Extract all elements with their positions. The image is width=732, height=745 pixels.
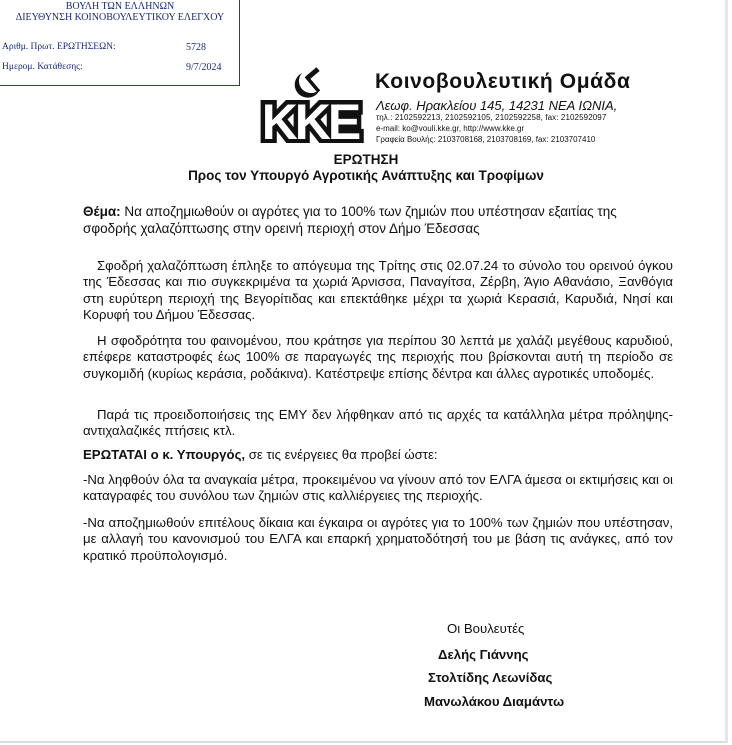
paragraph-1 [83,258,673,323]
request-1: -Να ληφθούν όλα τα αναγκαία μέτρα, προκειμένου να γίνουν από τον ΕΛΓΑ άμεσα οι εκτιμήσεις και οι καταγραφές του συνόλου των ζημιών στις καλλιέργειες της περιοχής. [83,472,673,504]
paragraph-2 [83,333,673,382]
signature-name: Μανωλάκου Διαμάντω [424,694,565,709]
address: Λεωφ. Ηρακλείου 145, 14231 ΝΕΑ ΙΩΝΙΑ, [376,98,618,113]
paragraph-1-text: Σφοδρή χαλαζόπτωση έπληξε το απόγευμα της Τρίτης στις 02.07.24 το σύνολο του ορεινού όγκου της Έδεσσας και πιο συγκεκριμένα τα χωριά Άρνισσα, Παναγίτσα, Ζέρβη, Άγιο Αθανάσιο, Ξανθόγια στη ευρύτερη περιοχή της Βεγορίτιδας και επεκτάθηκε μέχρι τα χωριά Κερασιά, Καρυδιά, Νησί και Κορυφή του Δήμου Έδεσσας. [83,258,673,322]
stamp-line-2: ΔΙΕΥΘΥΝΣΗ ΚΟΙΝΟΒΟΥΛΕΥΤΙΚΟΥ ΕΛΕΓΧΟΥ [15,12,225,23]
party-name: Κοινοβουλευτική Ομάδα [375,70,631,93]
signatures-label: Οι Βουλευτές [447,621,525,636]
question-line [83,447,673,463]
paragraph-2-text: Η σφοδρότητα του φαινομένου, που κράτησε για περίπου 30 λεπτά με χαλάζι μεγέθους καρυδιού, επέφερε καταστροφές έως 100% σε παραγωγές της περιοχής που βρίσκονται αυτή τη περίοδο σε συγκομιδή (κυρίως κεράσια, ροδάκινα). Κατέστρεψε επίσης δέντρα και άλλες αγροτικές υποδομές. [83,333,673,381]
phone-numbers: τηλ.: 2102592213, 2102592105, 2102592258, fax: 2102592097 [376,113,607,122]
document-title: ΕΡΩΤΗΣΗ [333,152,399,167]
protocol-label: Αριθμ. Πρωτ. ΕΡΩΤΗΣΕΩΝ: [2,42,116,52]
subject [83,203,673,237]
signature-name: Στολτίδης Λεωνίδας [428,670,553,685]
subject-text: Να αποζημιωθούν οι αγρότες για το 100% των ζημιών που υπέστησαν εξαιτίας της σφοδρής χαλαζόπτωσης στην ορεινή περιοχή στον Δήμο Έδεσσας [83,204,617,236]
stamp-line-1: ΒΟΥΛΗ ΤΩΝ ΕΛΛΗΝΩΝ [65,1,175,12]
paragraph-3 [83,407,673,440]
office-phones: Γραφεία Βουλής: 2103708168, 2103708169, fax: 2103707410 [376,135,596,144]
parliament-stamp [0,0,240,86]
kke-logo [256,65,364,143]
protocol-value: 5728 [186,42,206,53]
signature-name: Δελής Γιάννης [438,647,529,662]
question-rest: σε τις ενέργειες θα προβεί ώστε: [245,447,438,462]
recipient: Προς τον Υπουργό Αγροτικής Ανάπτυξης και Τροφίμων [188,168,544,183]
logo-text: ΚΚΕ [261,94,359,143]
request-2: -Να αποζημιωθούν επιτέλους δίκαια και έγκαιρα οι αγρότες για το 100% των ζημιών που υπέστησαν, με αλλαγή του κανονισμού του ΕΛΓΑ και επαρκή χρηματοδότησή του με βάση τις ανάγκες, από τον κρατικό προϋπολογισμό. [83,515,673,563]
date-value: 9/7/2024 [186,62,222,73]
subject-label: Θέμα: [83,204,121,219]
email-line: e-mail: ko@vouli.kke.gr, http://www.kke.gr [376,124,525,133]
question-bold: ΕΡΩΤΑΤΑΙ ο κ. Υπουργός, [83,447,246,462]
date-label: Ημερομ. Κατάθεσης: [2,62,83,72]
paragraph-3-text: Παρά τις προειδοποιήσεις της ΕΜΥ δεν λήφθηκαν από τις αρχές τα κατάλληλα μέτρα πρόληψης- αντιχαλαζικές πτήσεις κτλ. [83,407,673,439]
